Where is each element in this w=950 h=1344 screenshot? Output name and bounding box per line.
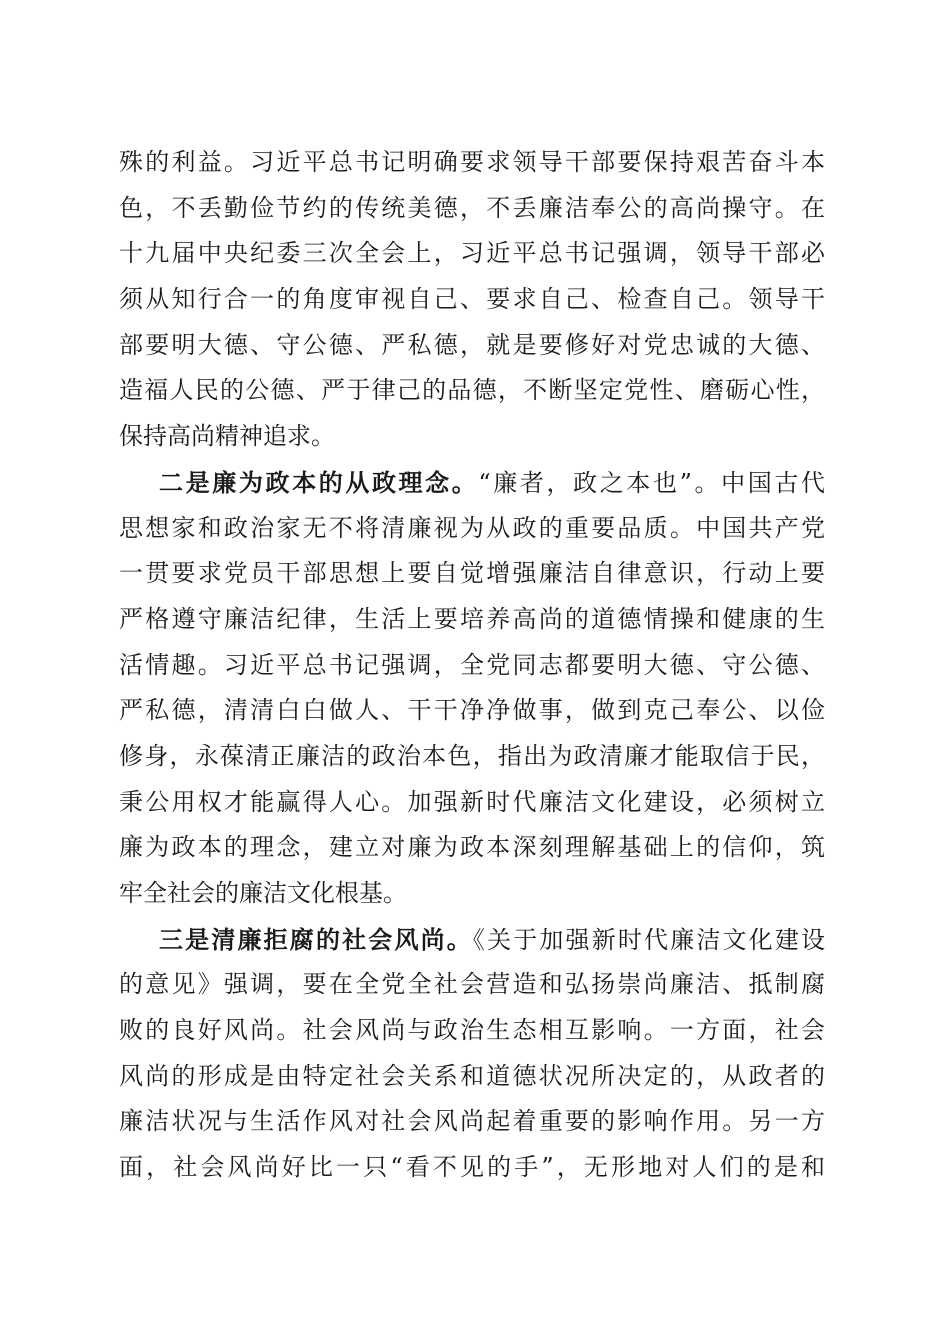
text-line: 败的良好风尚。社会风尚与政治生态相互影响。一方面，社会: [119, 1016, 825, 1045]
text-line: 严私德，清清白白做人、干干净净做事，做到克己奉公、以俭: [119, 696, 825, 725]
text-line: 风尚的形成是由特定社会关系和道德状况所决定的，从政者的: [119, 1061, 825, 1090]
text-line: 一贯要求党员干部思想上要自觉增强廉洁自律意识，行动上要: [119, 559, 825, 588]
text-run: 《关于加强新时代廉洁文化建设: [472, 925, 826, 954]
text-line: 保持高尚精神追求。: [119, 422, 335, 451]
document-body: [119, 140, 825, 1191]
paragraph-heading: 二是廉为政本的从政理念。: [159, 467, 479, 497]
paragraph-1: [119, 140, 825, 460]
text-line: 思想家和政治家无不将清廉视为从政的重要品质。中国共产党: [119, 513, 825, 542]
text-line: 秉公用权才能赢得人心。加强新时代廉洁文化建设，必须树立: [119, 787, 825, 816]
text-line: 牢全社会的廉洁文化根基。: [119, 879, 407, 907]
text-line: 色，不丢勤俭节约的传统美德，不丢廉洁奉公的高尚操守。在: [119, 193, 825, 222]
paragraph-3: [119, 917, 825, 1191]
paragraph-first-line: [119, 917, 825, 963]
text-line: 须从知行合一的角度审视自己、要求自己、检查自己。领导干: [119, 285, 825, 314]
text-line: 十九届中央纪委三次全会上，习近平总书记强调，领导干部必: [119, 239, 825, 268]
text-line: 廉为政本的理念，建立对廉为政本深刻理解基础上的信仰，筑: [119, 833, 825, 862]
text-line: 面，社会风尚好比一只“看不见的手”，无形地对人们的是和: [119, 1153, 825, 1182]
text-line: 的意见》强调，要在全党全社会营造和弘扬崇尚廉洁、抵制腐: [119, 970, 825, 999]
text-line: 廉洁状况与生活作风对社会风尚起着重要的影响作用。另一方: [119, 1107, 825, 1136]
paragraph-heading: 三是清廉拒腐的社会风尚。: [159, 924, 473, 954]
paragraph-first-line: [119, 460, 825, 506]
text-line: 活情趣。习近平总书记强调，全党同志都要明大德、守公德、: [119, 650, 825, 679]
text-line: 殊的利益。习近平总书记明确要求领导干部要保持艰苦奋斗本: [119, 148, 825, 176]
text-run: “廉者，政之本也”。中国古代: [478, 468, 825, 497]
text-line: 严格遵守廉洁纪律，生活上要培养高尚的道德情操和健康的生: [119, 604, 825, 633]
text-line: 造福人民的公德、严于律己的品德，不断坚定党性、磨砺心性，: [119, 376, 825, 405]
paragraph-2: [119, 460, 825, 917]
text-line: 部要明大德、守公德、严私德，就是要修好对党忠诚的大德、: [119, 330, 825, 359]
text-line: 修身，永葆清正廉洁的政治本色，指出为政清廉才能取信于民，: [119, 741, 825, 770]
